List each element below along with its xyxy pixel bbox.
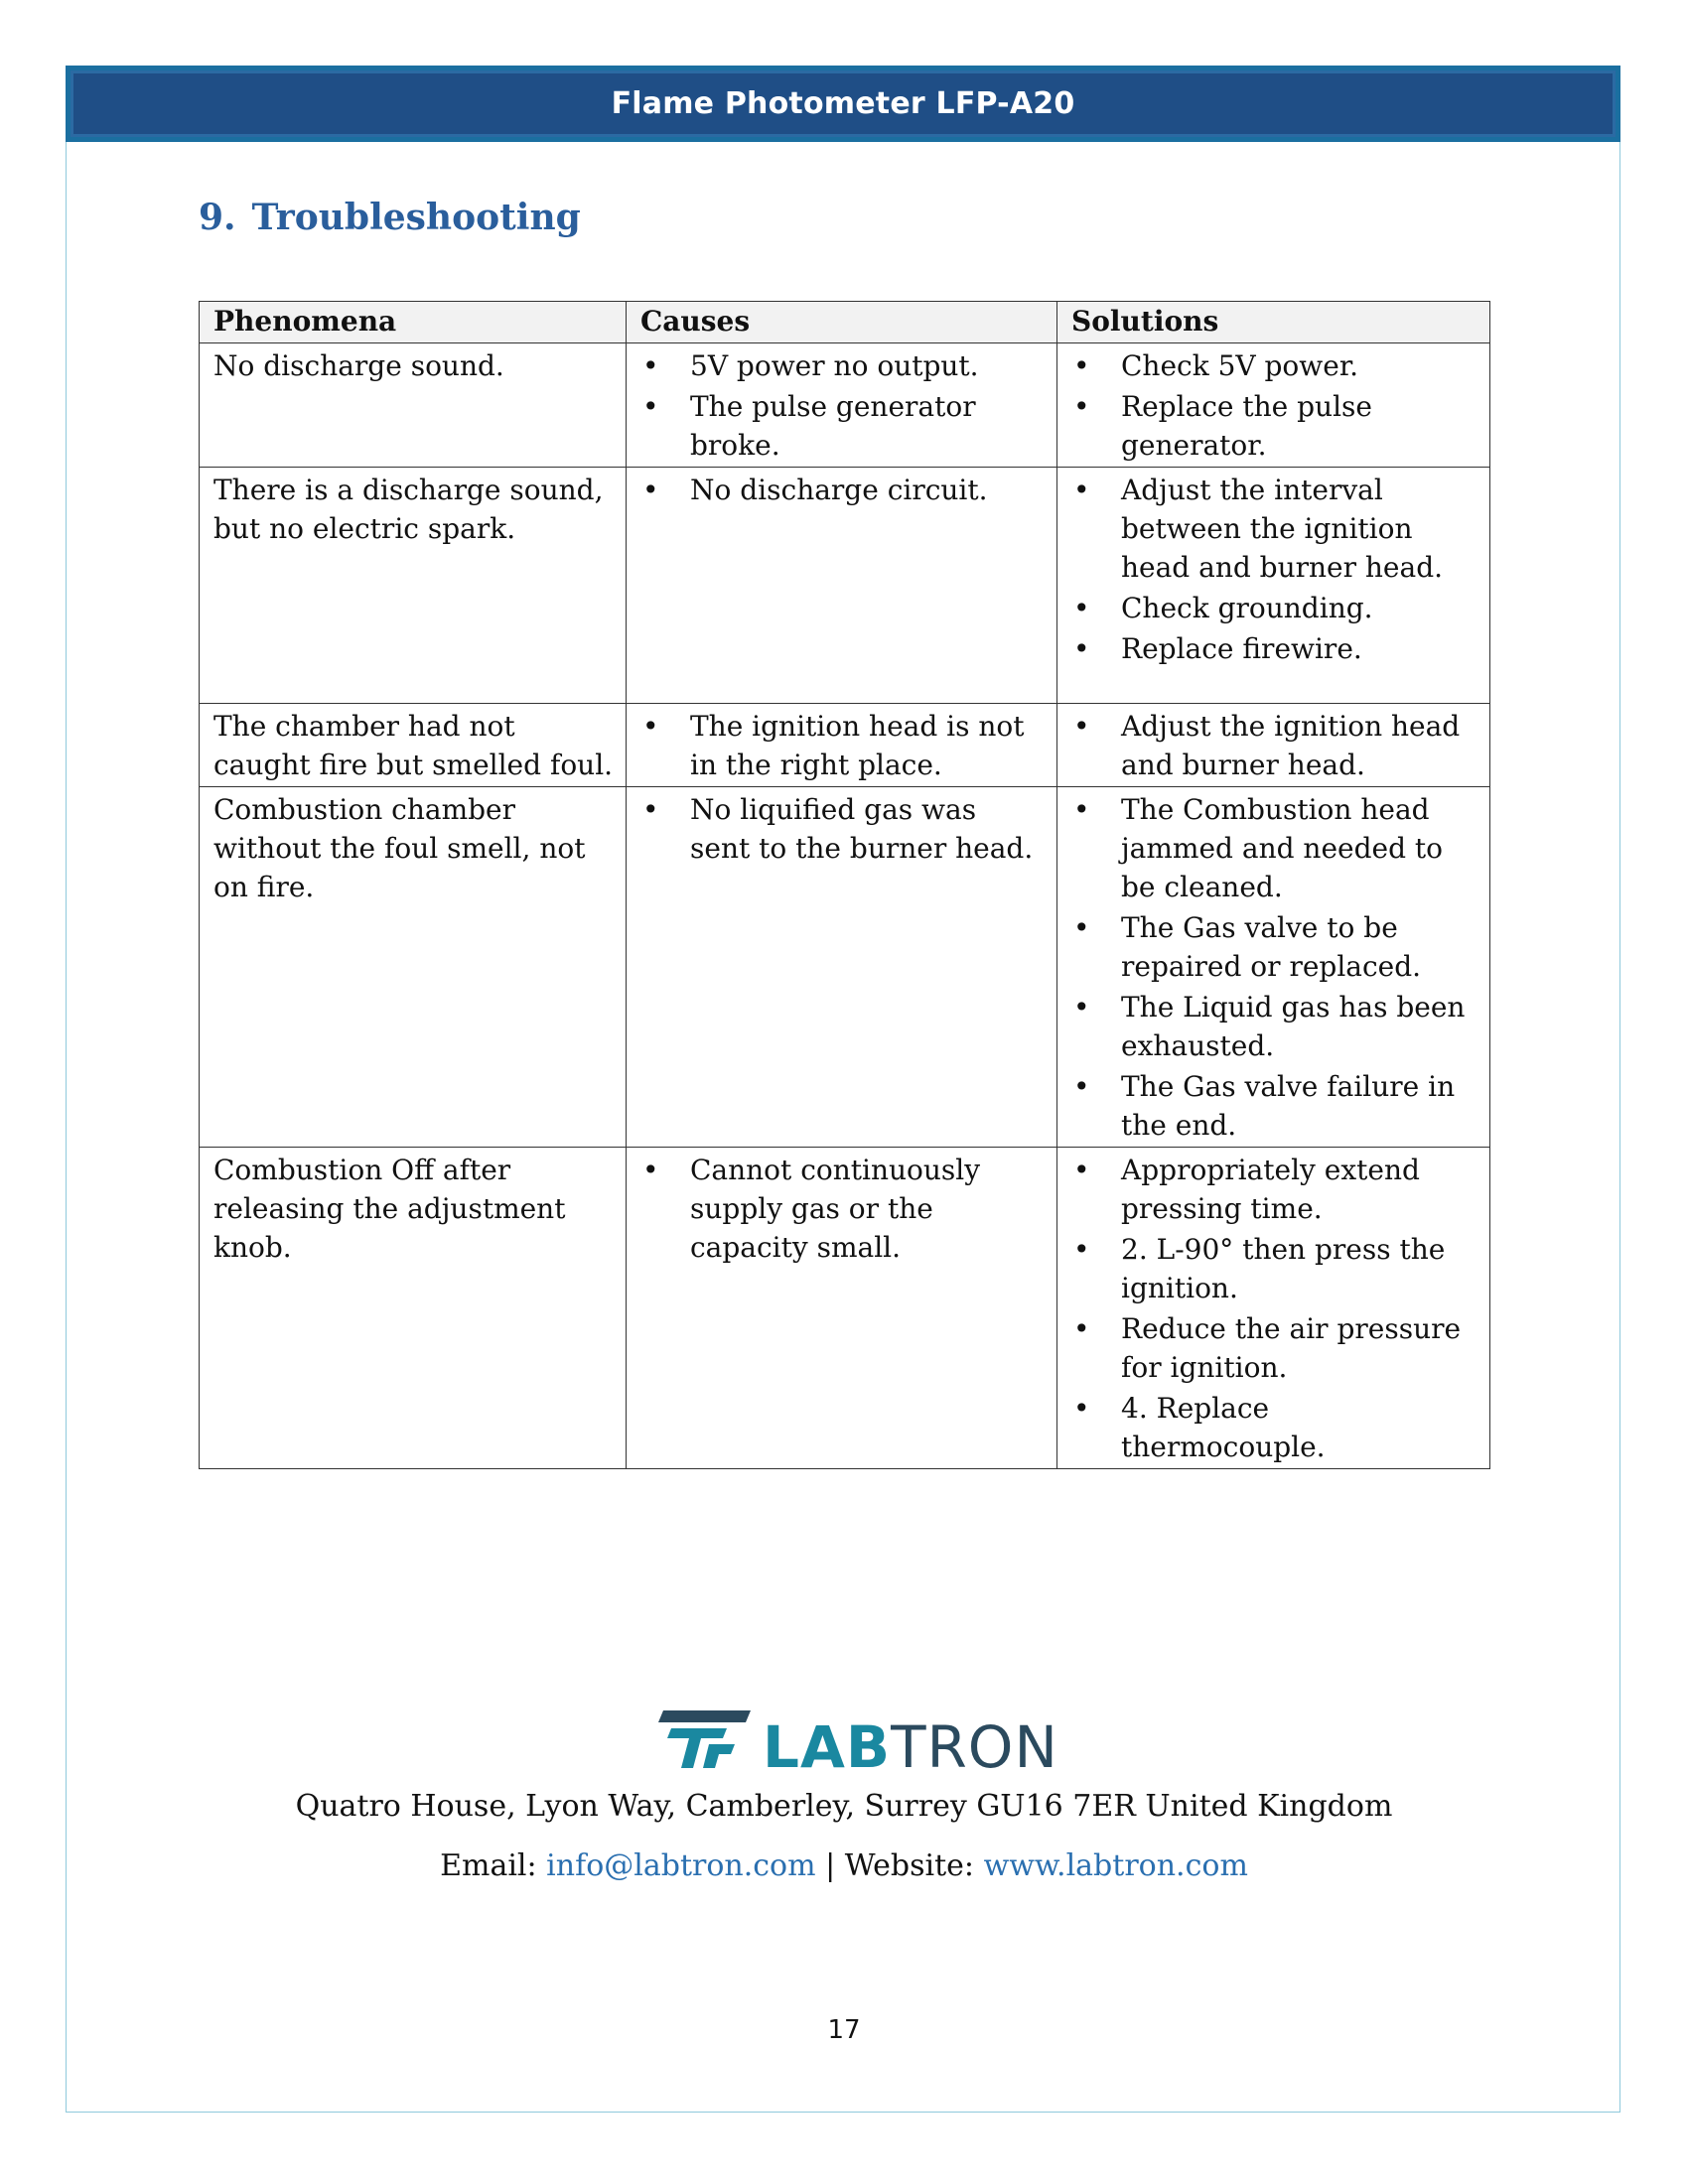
solution-item: • Adjust the interval between the ignition head and burner head. [1071, 471, 1477, 587]
cause-item: • The ignition head is not in the right place. [640, 707, 1045, 784]
email-link[interactable]: info@labtron.com [546, 1848, 816, 1883]
solutions-cell [1057, 343, 1490, 468]
solution-item: • Check grounding. [1071, 589, 1477, 627]
phenomenon-cell: Combustion chamber without the foul smell, not on fire. [200, 787, 627, 1148]
solutions-cell [1057, 1148, 1490, 1469]
causes-list [640, 471, 1045, 509]
company-address: Quatro House, Lyon Way, Camberley, Surrey GU16 7ER United Kingdom [295, 1789, 1393, 1824]
solution-item: • Replace the pulse generator. [1071, 387, 1477, 465]
solution-item: • The Liquid gas has been exhausted. [1071, 988, 1477, 1065]
solution-item: • Reduce the air pressure for ignition. [1071, 1309, 1477, 1387]
solution-item: • The Gas valve to be repaired or replaced. [1071, 908, 1477, 986]
causes-list [640, 790, 1045, 868]
solution-item: • 2. L-90° then press the ignition. [1071, 1230, 1477, 1307]
website-link[interactable]: www.labtron.com [983, 1848, 1248, 1883]
cause-item: • 5V power no output. [640, 346, 1045, 385]
causes-cell [627, 1148, 1057, 1469]
phenomenon-cell: The chamber had not caught fire but smelled foul. [200, 704, 627, 787]
solutions-cell [1057, 468, 1490, 704]
header-phenomena: Phenomena [200, 302, 627, 343]
solution-item: • The Gas valve failure in the end. [1071, 1067, 1477, 1145]
header-solutions: Solutions [1057, 302, 1490, 343]
section-number: 9. [199, 197, 236, 238]
header-title: Flame Photometer LFP-A20 [611, 86, 1075, 121]
troubleshooting-table [199, 301, 1490, 1469]
solution-item: • Replace firewire. [1071, 629, 1477, 668]
table-row [200, 787, 1490, 1148]
causes-list [640, 346, 1045, 465]
solution-item: • 4. Replace thermocouple. [1071, 1389, 1477, 1466]
table-body [200, 343, 1490, 1469]
section-heading [199, 197, 581, 238]
cause-item: • The pulse generator broke. [640, 387, 1045, 465]
table-row [200, 1148, 1490, 1469]
table-row [200, 468, 1490, 704]
solution-item: • The Combustion head jammed and needed to be cleaned. [1071, 790, 1477, 906]
contact-line [0, 1848, 1688, 1883]
solutions-list [1071, 790, 1477, 1145]
website-label: Website: [844, 1848, 984, 1883]
solutions-list [1071, 471, 1477, 668]
table-header-row [200, 302, 1490, 343]
solutions-list [1071, 1151, 1477, 1466]
solutions-list [1071, 707, 1477, 784]
cause-item: • No liquified gas was sent to the burner head. [640, 790, 1045, 868]
causes-cell [627, 787, 1057, 1148]
header-bar [66, 66, 1620, 142]
contact-separator: | [815, 1848, 845, 1883]
causes-cell [627, 468, 1057, 704]
solution-item: • Check 5V power. [1071, 346, 1477, 385]
solution-item: • Appropriately extend pressing time. [1071, 1151, 1477, 1228]
table-row [200, 343, 1490, 468]
solutions-cell [1057, 704, 1490, 787]
cause-item: • No discharge circuit. [640, 471, 1045, 509]
header-causes: Causes [627, 302, 1057, 343]
page-number: 17 [827, 2015, 861, 2045]
logo-text-tron: TRON [891, 1713, 1058, 1781]
causes-cell [627, 704, 1057, 787]
logo-wordmark [763, 1713, 1058, 1781]
phenomenon-cell: Combustion Off after releasing the adjustment knob. [200, 1148, 627, 1469]
email-label: Email: [440, 1848, 547, 1883]
causes-cell [627, 343, 1057, 468]
table-row [200, 704, 1490, 787]
causes-list [640, 707, 1045, 784]
phenomenon-cell: No discharge sound. [200, 343, 627, 468]
solution-item: • Adjust the ignition head and burner head. [1071, 707, 1477, 784]
logo-text-lab: LAB [763, 1713, 892, 1781]
cause-item: • Cannot continuously supply gas or the capacity small. [640, 1151, 1045, 1267]
causes-list [640, 1151, 1045, 1267]
labtron-logo [657, 1701, 1058, 1781]
solutions-list [1071, 346, 1477, 465]
solutions-cell [1057, 787, 1490, 1148]
section-title: Troubleshooting [251, 197, 581, 238]
labtron-logo-icon [657, 1706, 753, 1770]
phenomenon-cell: There is a discharge sound, but no electric spark. [200, 468, 627, 704]
